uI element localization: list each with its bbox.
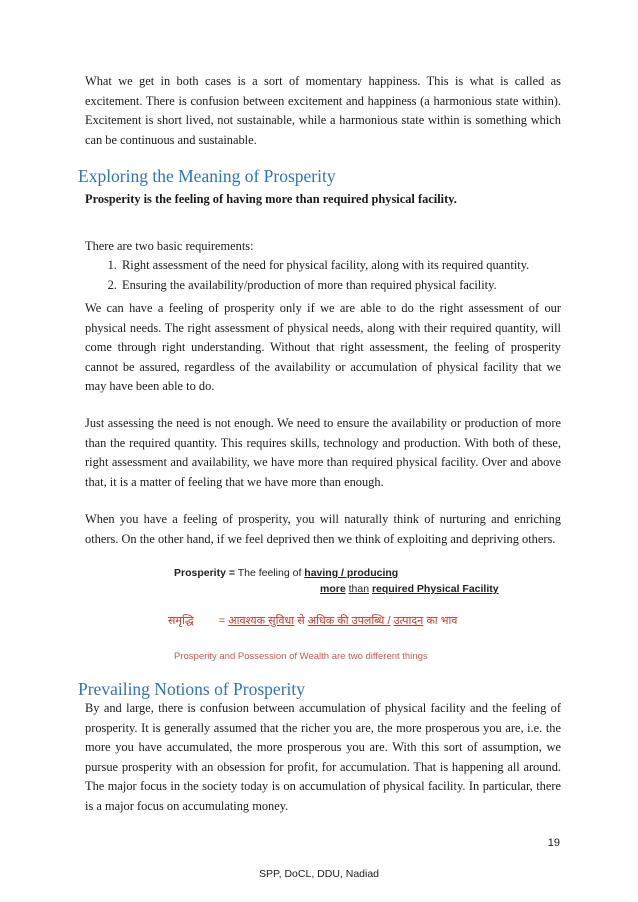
figure-hindi-text: अधिक की उपलब्धि / — [307, 615, 391, 627]
figure-text: The feeling of — [237, 567, 302, 579]
requirement-item: 1. Right assessment of the need for physical facility, along with its required quantity. — [120, 256, 600, 276]
figure-hindi-text: आवश्यक सुविधा — [228, 615, 295, 627]
requirements-list — [85, 256, 600, 295]
section-heading-prosperity: Exploring the Meaning of Prosperity — [78, 166, 336, 186]
figure-hindi-text: उत्पादन — [393, 615, 424, 627]
page-footer: SPP, DoCL, DDU, Nadiad — [258, 868, 380, 880]
figure-text-emphasis: having / producing — [304, 567, 399, 579]
figure-caption: Prosperity and Possession of Wealth are two different things — [174, 651, 428, 662]
prosperity-figure — [168, 563, 498, 671]
paragraph-notions: By and large, there is confusion between accumulation of physical facility and the feeling of prosperity. It is generally assumed that the richer you are, the more prosperous you are, i.e. the more you have accumulated, the more prosperous you are. With this sort of assumption, we pursue prosperity with an obsession for profit, for accumulation. That is happening all around. The major focus in the society today is on accumulation of physical facility. In particular, there is a major focus on accumulating money. — [85, 701, 561, 813]
requirements-intro: There are two basic requirements: — [85, 239, 254, 253]
section-heading-notions: Prevailing Notions of Prosperity — [78, 679, 305, 699]
intro-paragraph: What we get in both cases is a sort of momentary happiness. This is what is called as excitement. There is confusion between excitement and happiness (a harmonious state within). Excitement is short lived, not sustainable, while a harmonious state within is something which can be continuous and sustainable. — [85, 74, 561, 147]
paragraph-availability: Just assessing the need is not enough. We need to ensure the availability or production of more than the required quantity. This requires skills, technology and production. With both of these, right assessment and availability, we have more than required physical facility. Over and above that, it is a matter of feeling that we have more than enough. — [85, 416, 561, 489]
figure-hindi-eq: = — [218, 615, 226, 627]
page-number: 19 — [547, 837, 560, 849]
figure-text: than — [348, 583, 370, 595]
figure-english-line-2 — [320, 583, 499, 595]
figure-english-line — [174, 567, 398, 579]
prosperity-definition: Prosperity is the feeling of having more than required physical facility. — [85, 192, 457, 206]
paragraph-assessment: We can have a feeling of prosperity only if we are able to do the right assessment of our physical needs. The right assessment of physical needs, along with their required quantity, will come through right understanding. Without that right assessment, the feeling of prosperity cannot be assured, regardless of the availability or accumulation of physical facility that we may have been able to do. — [85, 301, 561, 393]
figure-hindi-text: का भाव — [426, 615, 458, 627]
figure-hindi-line — [168, 613, 457, 628]
figure-text-emphasis: required Physical Facility — [371, 583, 499, 595]
figure-text-emphasis: more — [320, 583, 346, 595]
figure-hindi-term: समृद्धि — [168, 615, 194, 627]
figure-hindi-text: से — [297, 615, 305, 627]
figure-term: Prosperity = — [174, 567, 235, 579]
requirement-item: 2. Ensuring the availability/production of more than required physical facility. — [120, 276, 600, 296]
paragraph-nurturing: When you have a feeling of prosperity, you will naturally think of nurturing and enriching others. On the other hand, if we feel deprived then we think of exploiting and depriving others. — [85, 512, 561, 546]
